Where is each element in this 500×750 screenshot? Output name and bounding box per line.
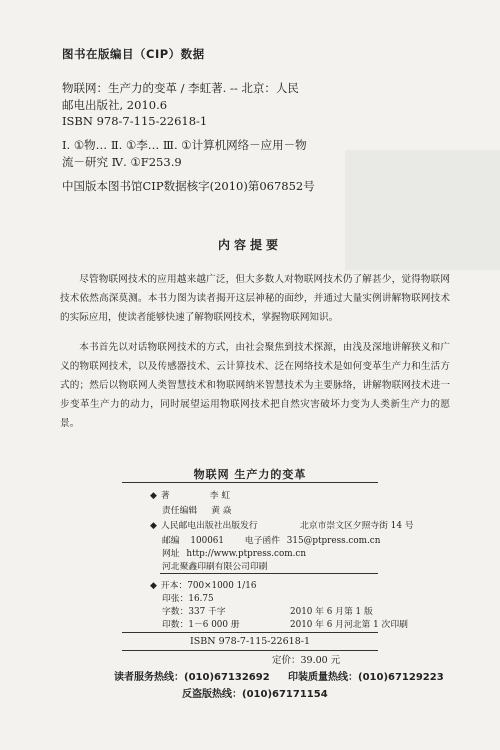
cip-line-5: 流－研究 Ⅳ. ①F253.9 [62,155,182,169]
quality-hotline [288,668,444,683]
cip-line-2: 邮电出版社, 2010.6 [62,98,168,112]
cip-line-3: ISBN 978-7-115-22618-1 [62,114,208,128]
postcode-label: 邮编 [162,536,180,546]
price-line [272,652,340,666]
publisher-line [150,518,258,531]
summary-paragraph-2: 本书首先以对话物联网技术的方式，由社会聚焦到技术探源，由浅及深地讲解狭义和广义的物联网技术，以及传感器技术、云计算技术、泛在网络技术是如何变革生产力和生活方式的；然后以物联网人类智慧技术和物联网纳米智慧技术为主要脉络，讲解物联网技术进一步变革生产力的动力，同时展望运用物联网技术把自然灾害破坏力变为人类新生产力的愿景。 [60,342,450,429]
editor-role: 责任编辑 [162,506,198,516]
email-label: 电子函件 [244,536,280,546]
piracy-hotline [182,685,328,700]
quality-hotline-label: 印装质量热线： [288,672,358,683]
website-value: http://www.ptpress.com.cn [186,549,306,559]
summary-paragraph-1: 尽管物联网技术的应用越来越广泛，但大多数人对物联网技术仍了解甚少，觉得物联网技术依然高深莫测。本书力图为读者揭开这层神秘的面纱，并通过大量实例讲解物联网技术的实际应用，使读者能够快速了解物联网技术，掌握物联网知识。 [60,274,450,323]
email-value: 315@ptpress.com.cn [286,536,381,546]
publisher-address: 北京市崇文区夕照寺街 14 号 [300,521,414,531]
reader-hotline-label: 读者服务热线： [114,672,184,683]
website-label: 网址 [162,549,180,559]
postcode-line [162,533,380,546]
reader-hotline [114,668,270,683]
diamond-bullet-icon: ◆ [150,581,157,591]
words-value: 337 千字 [188,607,226,617]
printer-line: 河北聚鑫印刷有限公司印刷 [162,562,268,572]
format-line [150,578,256,591]
reader-hotline-number: (010)67132692 [184,672,270,683]
piracy-hotline-number: (010)67171154 [242,689,328,700]
diamond-bullet-icon: ◆ [150,521,157,531]
quality-hotline-number: (010)67129223 [358,672,444,683]
printing-line: 2010 年 6 月河北第 1 次印刷 [290,620,408,630]
copies-label: 印数： [162,620,189,630]
sheets-label: 印张： [162,594,189,604]
copies-line [162,617,240,630]
price-label: 定价： [272,655,301,666]
author-role: 著 [160,491,170,501]
sheets-value: 16.75 [188,594,214,604]
author-line [150,488,230,501]
imprint-isbn-rule-top [122,632,378,633]
format-label: 开本： [160,581,188,591]
words-line [162,604,226,617]
imprint-mid-rule [160,573,378,574]
edition-line: 2010 年 6 月第 1 版 [290,607,373,617]
author-name: 李 虹 [209,491,231,501]
cip-line-1: 物联网：生产力的变革 / 李虹著. -- 北京：人民 [62,81,299,95]
cip-title: 图书在版编目（CIP）数据 [62,47,205,61]
cip-line-6: 中国版本图书馆CIP数据核字(2010)第067852号 [62,179,315,193]
summary-title: 内容提要 [217,238,282,252]
format-value: 700×1000 1/16 [187,581,257,591]
words-label: 字数： [162,607,189,617]
website-line [162,546,306,559]
postcode-value: 100061 [190,536,224,546]
price-value: 39.00 元 [300,655,341,666]
imprint-isbn-rule-bottom [122,650,378,651]
imprint-book-title: 物联网 生产力的变革 [193,468,307,481]
imprint-top-rule [122,482,378,483]
cip-line-4: Ⅰ. ①物… Ⅱ. ①李… Ⅲ. ①计算机网络－应用－物 [62,138,307,152]
imprint-isbn: ISBN 978-7-115-22618-1 [190,636,310,647]
publisher-name: 人民邮电出版社出版发行 [160,521,258,531]
diamond-bullet-icon: ◆ [150,491,157,501]
piracy-hotline-label: 反盗版热线： [182,689,242,700]
copies-value: 1－6 000 册 [188,620,240,630]
sheets-line [162,591,214,604]
editor-name: 黄 焱 [211,506,232,516]
editor-line [162,503,232,516]
